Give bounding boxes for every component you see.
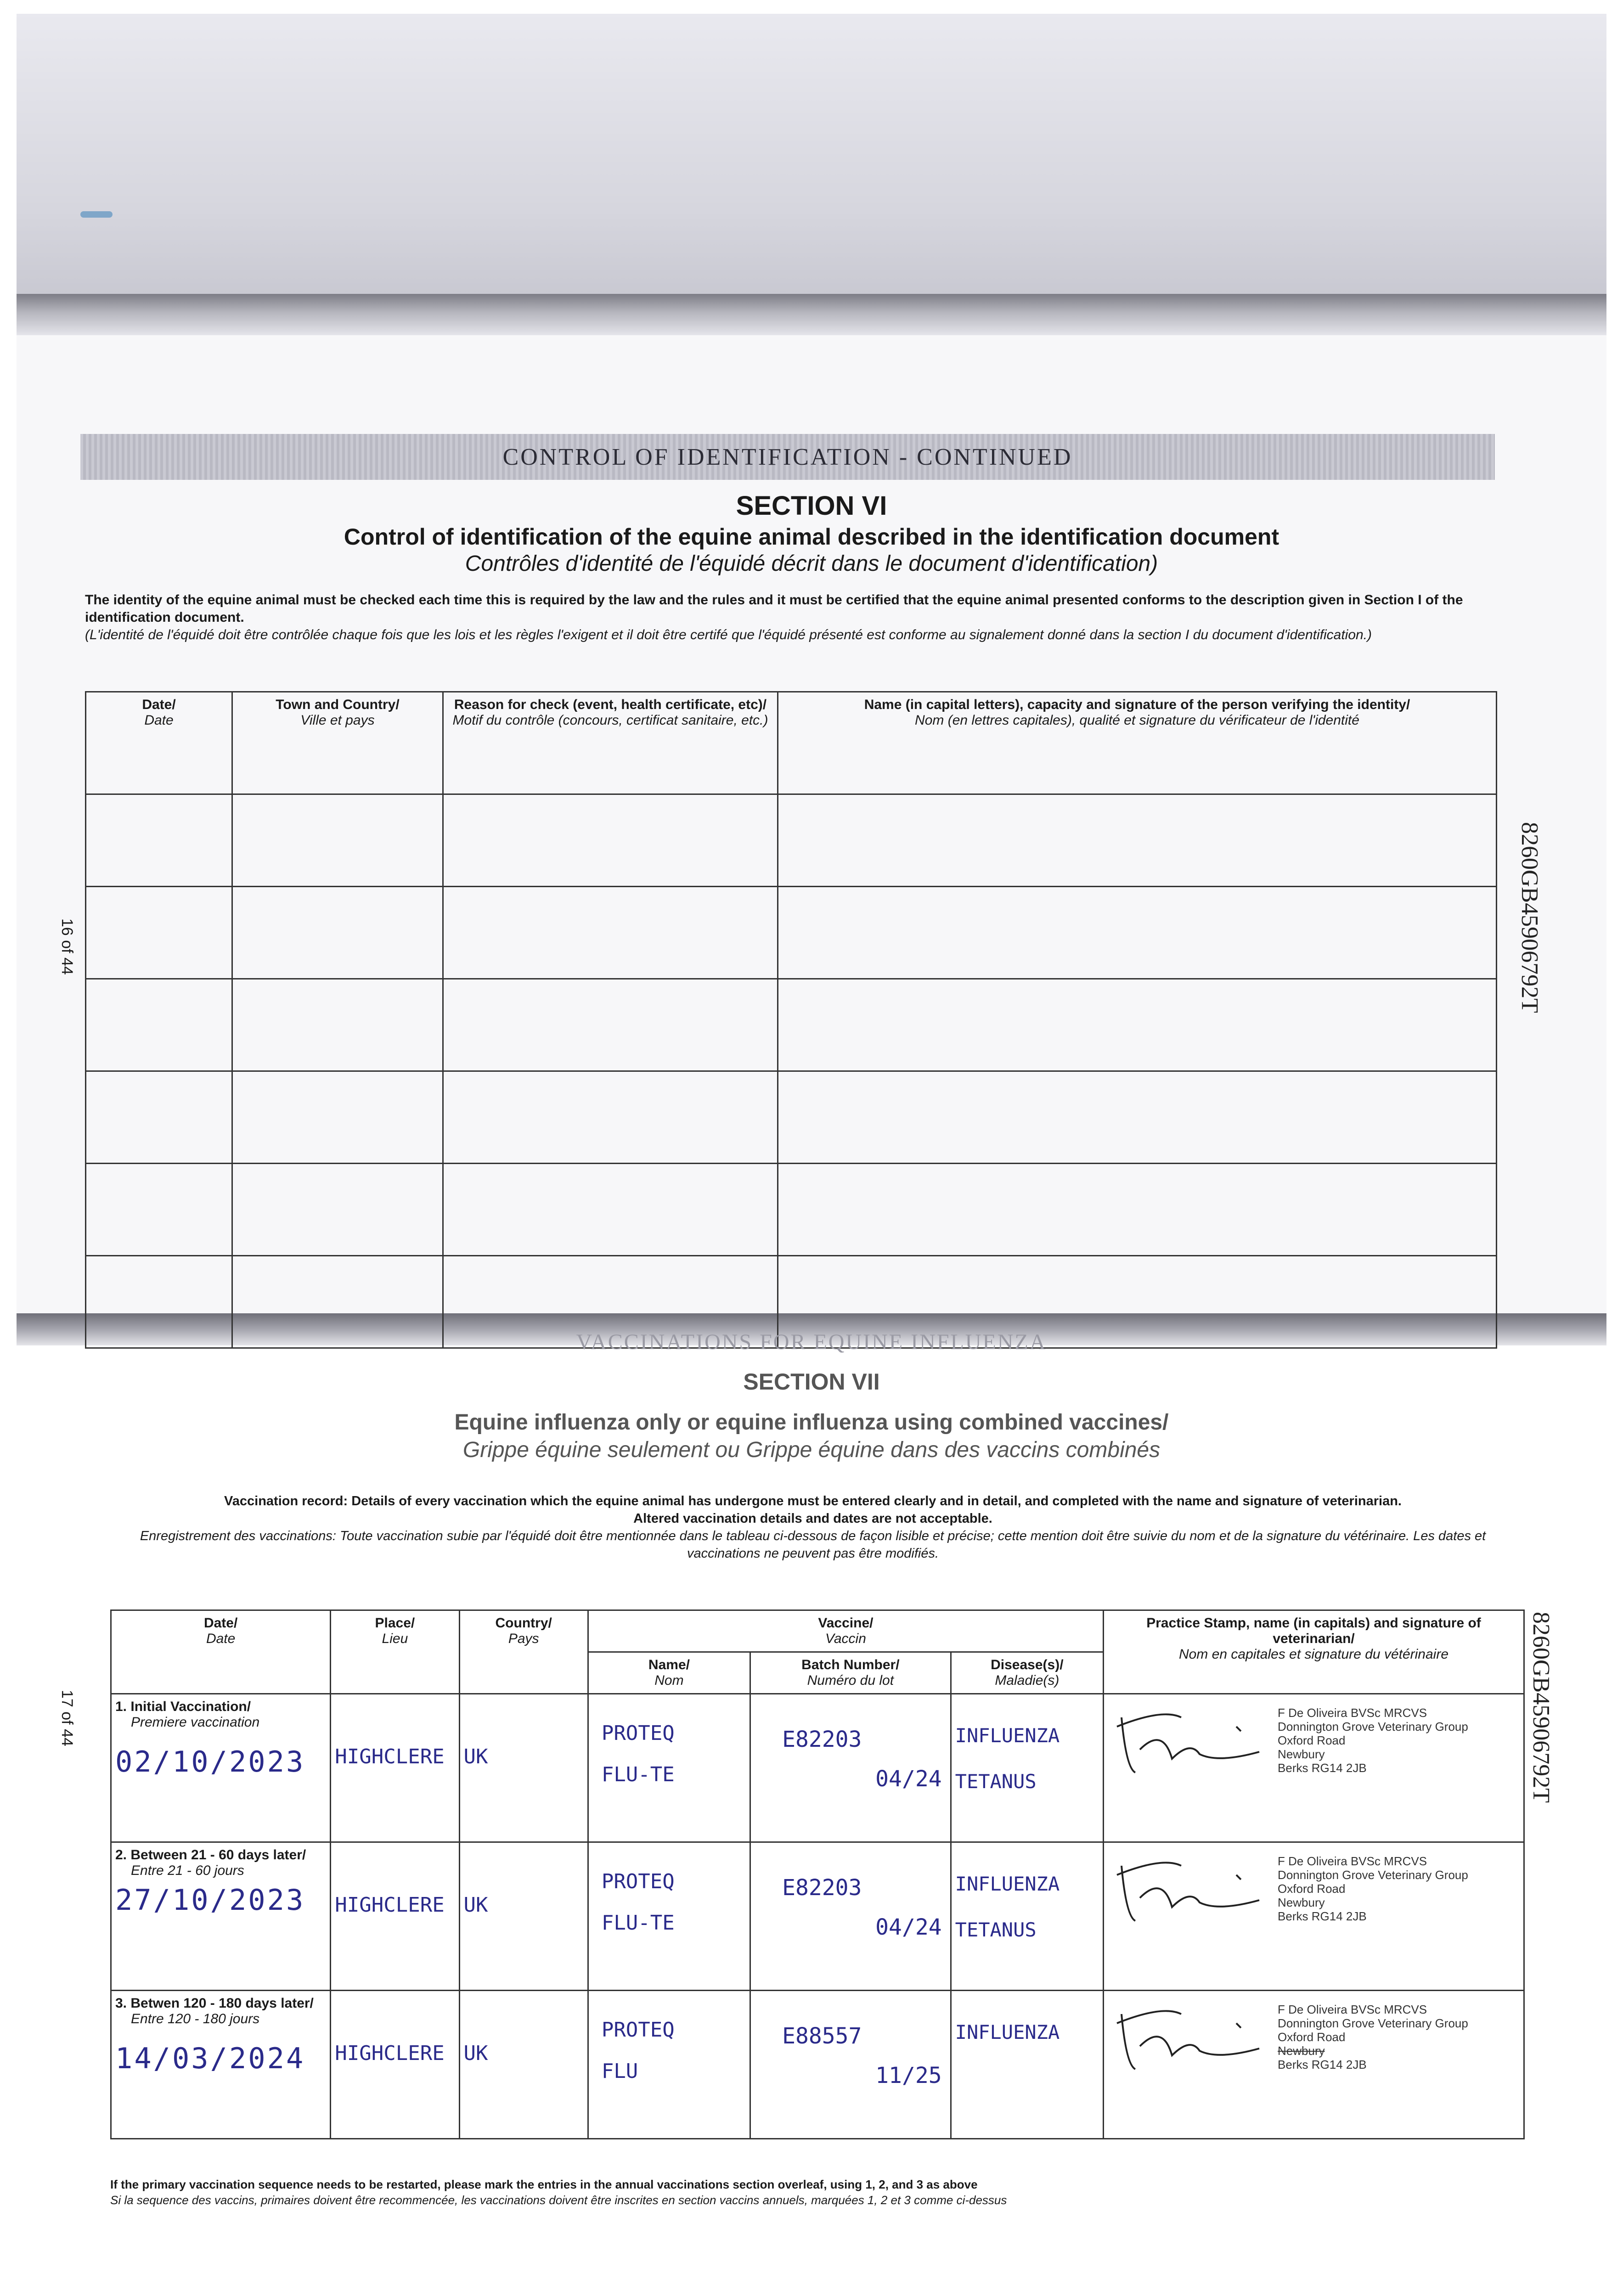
cell[interactable] — [443, 1164, 778, 1256]
practice-stamp — [1278, 1854, 1468, 1923]
vaccination-date: 02/10/2023 — [115, 1745, 305, 1778]
row-label-fr: Entre 120 - 180 jours — [131, 2011, 260, 2026]
col-name-fr: Nom — [654, 1673, 684, 1688]
identification-check-table — [85, 691, 1497, 1349]
section7-faded-heading: VACCINATIONS FOR EQUINE INFLUENZA — [576, 1330, 1047, 1354]
col-vaccine-en: Vaccine/ — [818, 1615, 873, 1631]
section6-intro-fr: (L'identité de l'équidé doit être contrôlée chaque fois que les lois et les règles l'exigent et il doit être certifé que l'équidé présenté est conforme au signalement donné dans la section I du document d'identification.) — [85, 627, 1372, 642]
place-cell[interactable] — [331, 1991, 459, 2139]
stamp-line: F De Oliveira BVSc MRCVS — [1278, 2003, 1427, 2016]
country-value: UK — [463, 2042, 488, 2065]
cell[interactable] — [232, 979, 443, 1071]
cell[interactable] — [778, 887, 1497, 979]
footnote-fr: Si la sequence des vaccins, primaires doivent être recommencée, les vaccinations doivent être inscrites en section vaccins annuels, marquées 1, 2 et 3 comme ci-dessus — [110, 2193, 1007, 2207]
table-row — [111, 1694, 1524, 1842]
vaccination-table — [110, 1609, 1525, 2139]
footnote-en: If the primary vaccination sequence needs to be restarted, please mark the entries in the annual vaccinations section overleaf, using 1, 2, and 3 as above — [110, 2178, 978, 2191]
disease-line2: TETANUS — [955, 1770, 1037, 1793]
stamp-wrapper — [1108, 1847, 1520, 1930]
country-cell[interactable] — [459, 1694, 588, 1842]
row-label-en: 2. Between 21 - 60 days later/ — [115, 1847, 306, 1863]
vaccine-name-line1: PROTEQ — [601, 1722, 675, 1745]
stamp-line: Oxford Road — [1278, 2030, 1346, 2044]
vaccine-name-cell[interactable] — [588, 1991, 750, 2139]
section6-intro — [85, 591, 1481, 644]
stamp-line: Berks RG14 2JB — [1278, 2058, 1367, 2071]
col-reason-en: Reason for check (event, health certificate, etc)/ — [454, 697, 767, 712]
cell[interactable] — [232, 794, 443, 887]
stamp-line: Newbury — [1278, 1747, 1325, 1761]
col-place-en: Place/ — [375, 1615, 415, 1631]
table-row — [86, 1164, 1497, 1256]
row-label-fr: Premiere vaccination — [131, 1715, 260, 1730]
cell[interactable] — [778, 1164, 1497, 1256]
vaccine-name-line2: FLU-TE — [601, 1911, 675, 1935]
batch-cell[interactable] — [750, 1991, 951, 2139]
col-stamp-en: Practice Stamp, name (in capitals) and signature of veterinarian/ — [1146, 1615, 1481, 1646]
cell[interactable] — [86, 794, 232, 887]
cell[interactable] — [443, 979, 778, 1071]
section6-subtitle-fr: Contrôles d'identité de l'équidé décrit dans le document d'identification) — [465, 551, 1158, 576]
col-town-fr: Ville et pays — [300, 713, 375, 728]
record-en-2: Altered vaccination details and dates are not acceptable. — [633, 1511, 992, 1526]
vaccination-date: 14/03/2024 — [115, 2042, 305, 2075]
disease-cell[interactable] — [951, 1694, 1103, 1842]
place-value: HIGHCLERE — [335, 1893, 445, 1917]
stamp-line: Newbury — [1278, 1896, 1325, 1909]
section7-title: SECTION VII — [743, 1369, 880, 1395]
cell[interactable] — [232, 1071, 443, 1164]
section6-title: SECTION VI — [736, 491, 887, 521]
vaccination-date: 27/10/2023 — [115, 1883, 305, 1917]
disease-line2: TETANUS — [955, 1919, 1037, 1941]
cell[interactable] — [86, 887, 232, 979]
place-value: HIGHCLERE — [335, 2042, 445, 2065]
col-date-fr: Date — [206, 1631, 236, 1646]
country-value: UK — [463, 1893, 488, 1917]
cell[interactable] — [232, 887, 443, 979]
stamp-wrapper — [1108, 1996, 1520, 2078]
batch-expiry: 04/24 — [875, 1766, 942, 1792]
col-date-fr: Date — [144, 713, 174, 728]
disease-line1: INFLUENZA — [955, 1873, 1060, 1895]
country-cell[interactable] — [459, 1842, 588, 1991]
record-en: Details of every vaccination which the equine animal has undergone must be entered clearly and in detail, and completed with the name and signature of veterinarian. — [351, 1494, 1402, 1508]
table-row — [86, 794, 1497, 887]
section6-intro-en: The identity of the equine animal must be checked each time this is required by the law and the rules and it must be certified that the equine animal presented conforms to the description given in Section I of the identification document. — [85, 592, 1463, 625]
section7-subtitle-fr: Grippe équine seulement ou Grippe équine dans des vaccins combinés — [462, 1438, 1161, 1462]
col-practice-stamp — [1104, 1610, 1524, 1694]
stamp-line: F De Oliveira BVSc MRCVS — [1278, 1854, 1427, 1868]
col-country — [459, 1610, 588, 1694]
row-label-fr: Entre 21 - 60 jours — [131, 1863, 244, 1878]
stamp-line: Newbury — [1278, 2044, 1325, 2058]
disease-line1: INFLUENZA — [955, 2021, 1060, 2043]
batch-cell[interactable] — [750, 1842, 951, 1991]
col-date — [111, 1610, 331, 1694]
cell[interactable] — [778, 979, 1497, 1071]
footnote — [110, 2177, 1525, 2208]
col-batch-number — [750, 1652, 951, 1694]
binding-fold-top — [17, 294, 1606, 335]
col-date-en: Date/ — [203, 1615, 238, 1631]
vaccine-name-line1: PROTEQ — [601, 2018, 675, 2042]
section6-subtitle-en: Control of identification of the equine animal described in the identification document — [344, 524, 1279, 550]
table-row — [86, 979, 1497, 1071]
col-disease — [951, 1652, 1103, 1694]
row-label-en: 1. Initial Vaccination/ — [115, 1699, 251, 1714]
scan-mark — [80, 211, 113, 218]
cell[interactable] — [86, 1164, 232, 1256]
col-place-fr: Lieu — [382, 1631, 408, 1646]
vet-signature-icon — [1108, 1996, 1264, 2078]
cell[interactable] — [778, 794, 1497, 887]
col-disease-en: Disease(s)/ — [991, 1657, 1064, 1672]
country-cell[interactable] — [459, 1991, 588, 2139]
stamp-line: Berks RG14 2JB — [1278, 1761, 1367, 1775]
table-row — [86, 1071, 1497, 1164]
disease-line1: INFLUENZA — [955, 1724, 1060, 1747]
place-value: HIGHCLERE — [335, 1745, 445, 1768]
col-date-en: Date/ — [142, 697, 176, 712]
batch-number: E82203 — [782, 1875, 862, 1901]
section6-banner-text: CONTROL OF IDENTIFICATION - CONTINUED — [502, 444, 1073, 470]
table-row — [111, 1991, 1524, 2139]
place-cell[interactable] — [331, 1842, 459, 1991]
disease-cell[interactable] — [951, 1842, 1103, 1991]
col-reason-fr: Motif du contrôle (concours, certificat sanitaire, etc.) — [452, 713, 768, 728]
table-header-row — [111, 1610, 1524, 1652]
date-cell[interactable] — [111, 1842, 331, 1991]
col-date — [86, 692, 232, 794]
col-vaccine — [588, 1610, 1103, 1652]
page-number-17: 17 of 44 — [58, 1690, 76, 1746]
col-country-fr: Pays — [508, 1631, 539, 1646]
col-disease-fr: Maladie(s) — [995, 1673, 1059, 1688]
practice-stamp-cell[interactable] — [1104, 1694, 1524, 1842]
col-reason — [443, 692, 778, 794]
record-fr: Enregistrement des vaccinations: Toute vaccination subie par l'équidé doit être mentionnée dans le tableau ci-dessous de façon lisible et précise; cette mention doit être suivie du nom et de la signature du vétérinaire. Les dates et vaccinations ne peuvent pas être modifiés. — [140, 1529, 1486, 1561]
table-row — [111, 1842, 1524, 1991]
col-name-en: Name/ — [648, 1657, 690, 1672]
vet-signature-icon — [1108, 1699, 1264, 1782]
batch-expiry: 04/24 — [875, 1914, 942, 1940]
row-label-en: 3. Betwen 120 - 180 days later/ — [115, 1996, 314, 2011]
cell[interactable] — [443, 887, 778, 979]
col-batch-en: Batch Number/ — [801, 1657, 900, 1672]
col-place — [331, 1610, 459, 1694]
col-vaccine-name — [588, 1652, 750, 1694]
cell[interactable] — [443, 1071, 778, 1164]
scan-background-top — [17, 14, 1606, 294]
col-verifier-en: Name (in capital letters), capacity and signature of the person verifying the identity/ — [864, 697, 1410, 712]
col-town-en: Town and Country/ — [276, 697, 400, 712]
stamp-line: Oxford Road — [1278, 1882, 1346, 1896]
batch-number: E88557 — [782, 2023, 862, 2049]
stamp-line: Oxford Road — [1278, 1733, 1346, 1747]
cell[interactable] — [232, 1164, 443, 1256]
stamp-line: Donnington Grove Veterinary Group — [1278, 2016, 1468, 2030]
cell[interactable] — [778, 1071, 1497, 1164]
stamp-line: Donnington Grove Veterinary Group — [1278, 1720, 1468, 1733]
disease-cell[interactable] — [951, 1991, 1103, 2139]
cell[interactable] — [443, 794, 778, 887]
practice-stamp-cell[interactable] — [1104, 1991, 1524, 2139]
date-cell[interactable] — [111, 1694, 331, 1842]
section7-subtitle-en: Equine influenza only or equine influenza using combined vaccines/ — [454, 1410, 1169, 1435]
batch-number: E82203 — [782, 1727, 862, 1752]
vaccination-record-instructions — [110, 1492, 1516, 1562]
col-verifier-fr: Nom (en lettres capitales), qualité et signature du vérificateur de l'identité — [915, 713, 1359, 728]
passport-id-16: 8260GB45906792T — [1516, 822, 1543, 1013]
col-vaccine-fr: Vaccin — [825, 1631, 866, 1646]
section6-banner — [80, 434, 1495, 480]
page-number-16: 16 of 44 — [58, 918, 76, 975]
practice-stamp — [1278, 1706, 1468, 1775]
passport-id-17: 8260GB45906792T — [1528, 1612, 1554, 1803]
stamp-line: F De Oliveira BVSc MRCVS — [1278, 1706, 1427, 1720]
vet-signature-icon — [1108, 1847, 1264, 1930]
practice-stamp-cell[interactable] — [1104, 1842, 1524, 1991]
col-verifier — [778, 692, 1497, 794]
country-value: UK — [463, 1745, 488, 1768]
table-row — [86, 887, 1497, 979]
record-label: Vaccination record: — [224, 1494, 348, 1508]
vaccine-name-line1: PROTEQ — [601, 1870, 675, 1893]
stamp-wrapper — [1108, 1699, 1520, 1782]
cell[interactable] — [86, 1071, 232, 1164]
stamp-line: Berks RG14 2JB — [1278, 1909, 1367, 1923]
batch-cell[interactable] — [750, 1694, 951, 1842]
date-cell[interactable] — [111, 1991, 331, 2139]
col-town-country — [232, 692, 443, 794]
stamp-line: Donnington Grove Veterinary Group — [1278, 1868, 1468, 1882]
batch-expiry: 11/25 — [875, 2063, 942, 2088]
vaccine-name-line2: FLU — [601, 2060, 638, 2083]
col-stamp-fr: Nom en capitales et signature du vétérinaire — [1179, 1647, 1449, 1662]
practice-stamp — [1278, 2003, 1468, 2071]
col-batch-fr: Numéro du lot — [807, 1673, 894, 1688]
vaccine-name-line2: FLU-TE — [601, 1763, 675, 1786]
place-cell[interactable] — [331, 1694, 459, 1842]
vaccine-name-cell[interactable] — [588, 1842, 750, 1991]
vaccine-name-cell[interactable] — [588, 1694, 750, 1842]
cell[interactable] — [86, 979, 232, 1071]
table-header-row — [86, 692, 1497, 794]
col-country-en: Country/ — [495, 1615, 552, 1631]
